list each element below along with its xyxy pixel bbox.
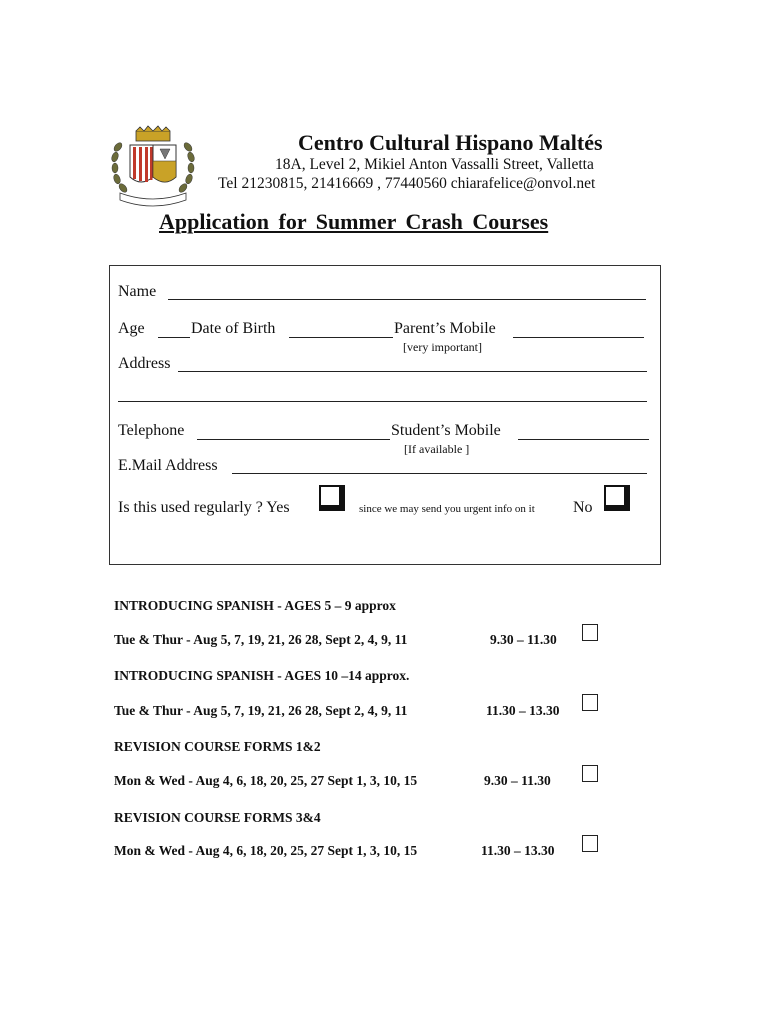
application-form-box	[109, 265, 661, 565]
course-4-checkbox[interactable]	[582, 835, 598, 852]
course-1-checkbox[interactable]	[582, 624, 598, 641]
regular-yes-checkbox[interactable]	[319, 485, 345, 511]
organization-name: Centro Cultural Hispano Maltés	[298, 130, 603, 155]
organization-contact: Tel 21230815, 21416669 , 77440560 chiarafelice@onvol.net	[218, 175, 596, 192]
course-1-title: INTRODUCING SPANISH - AGES 5 – 9 approx	[114, 598, 396, 613]
address-field[interactable]	[178, 371, 647, 372]
telephone-field[interactable]	[197, 439, 390, 440]
dob-field[interactable]	[289, 337, 393, 338]
course-2-schedule: Tue & Thur - Aug 5, 7, 19, 21, 26 28, Sept 2, 4, 9, 11	[114, 703, 408, 718]
email-field[interactable]	[232, 473, 647, 474]
course-2-time: 11.30 – 13.30	[486, 703, 560, 718]
email-label: E.Mail Address	[118, 457, 218, 474]
student-mobile-label: Student’s Mobile	[391, 422, 501, 439]
course-2-checkbox[interactable]	[582, 694, 598, 711]
dob-label: Date of Birth	[191, 320, 276, 337]
course-3-title: REVISION COURSE FORMS 1&2	[114, 739, 321, 754]
name-field[interactable]	[168, 299, 646, 300]
address-field-line2[interactable]	[118, 401, 647, 402]
parent-mobile-hint: [very important]	[403, 340, 482, 354]
course-2-title: INTRODUCING SPANISH - AGES 10 –14 approx.	[114, 668, 410, 683]
regular-no-checkbox[interactable]	[604, 485, 630, 511]
regular-no-label: No	[573, 499, 593, 516]
organization-address: 18A, Level 2, Mikiel Anton Vassalli Street, Valletta	[275, 156, 594, 173]
age-field[interactable]	[158, 337, 190, 338]
parent-mobile-label: Parent’s Mobile	[394, 320, 496, 337]
student-mobile-hint: [If available ]	[404, 442, 470, 456]
course-3-checkbox[interactable]	[582, 765, 598, 782]
course-3-schedule: Mon & Wed - Aug 4, 6, 18, 20, 25, 27 Sept 1, 3, 10, 15	[114, 773, 418, 788]
course-3-time: 9.30 – 11.30	[484, 773, 551, 788]
course-1-schedule: Tue & Thur - Aug 5, 7, 19, 21, 26 28, Sept 2, 4, 9, 11	[114, 632, 408, 647]
regular-use-question: Is this used regularly ? Yes	[118, 499, 290, 516]
course-1-time: 9.30 – 11.30	[490, 632, 557, 647]
student-mobile-field[interactable]	[518, 439, 649, 440]
parent-mobile-field[interactable]	[513, 337, 644, 338]
form-heading: Application for Summer Crash Courses	[159, 209, 549, 234]
course-4-time: 11.30 – 13.30	[481, 843, 555, 858]
telephone-label: Telephone	[118, 422, 185, 439]
course-4-title: REVISION COURSE FORMS 3&4	[114, 810, 321, 825]
address-label: Address	[118, 355, 171, 372]
course-4-schedule: Mon & Wed - Aug 4, 6, 18, 20, 25, 27 Sept 1, 3, 10, 15	[114, 843, 418, 858]
name-label: Name	[118, 283, 157, 300]
age-label: Age	[118, 320, 145, 337]
coat-of-arms-icon	[108, 125, 198, 207]
regular-use-note: since we may send you urgent info on it	[359, 503, 535, 515]
